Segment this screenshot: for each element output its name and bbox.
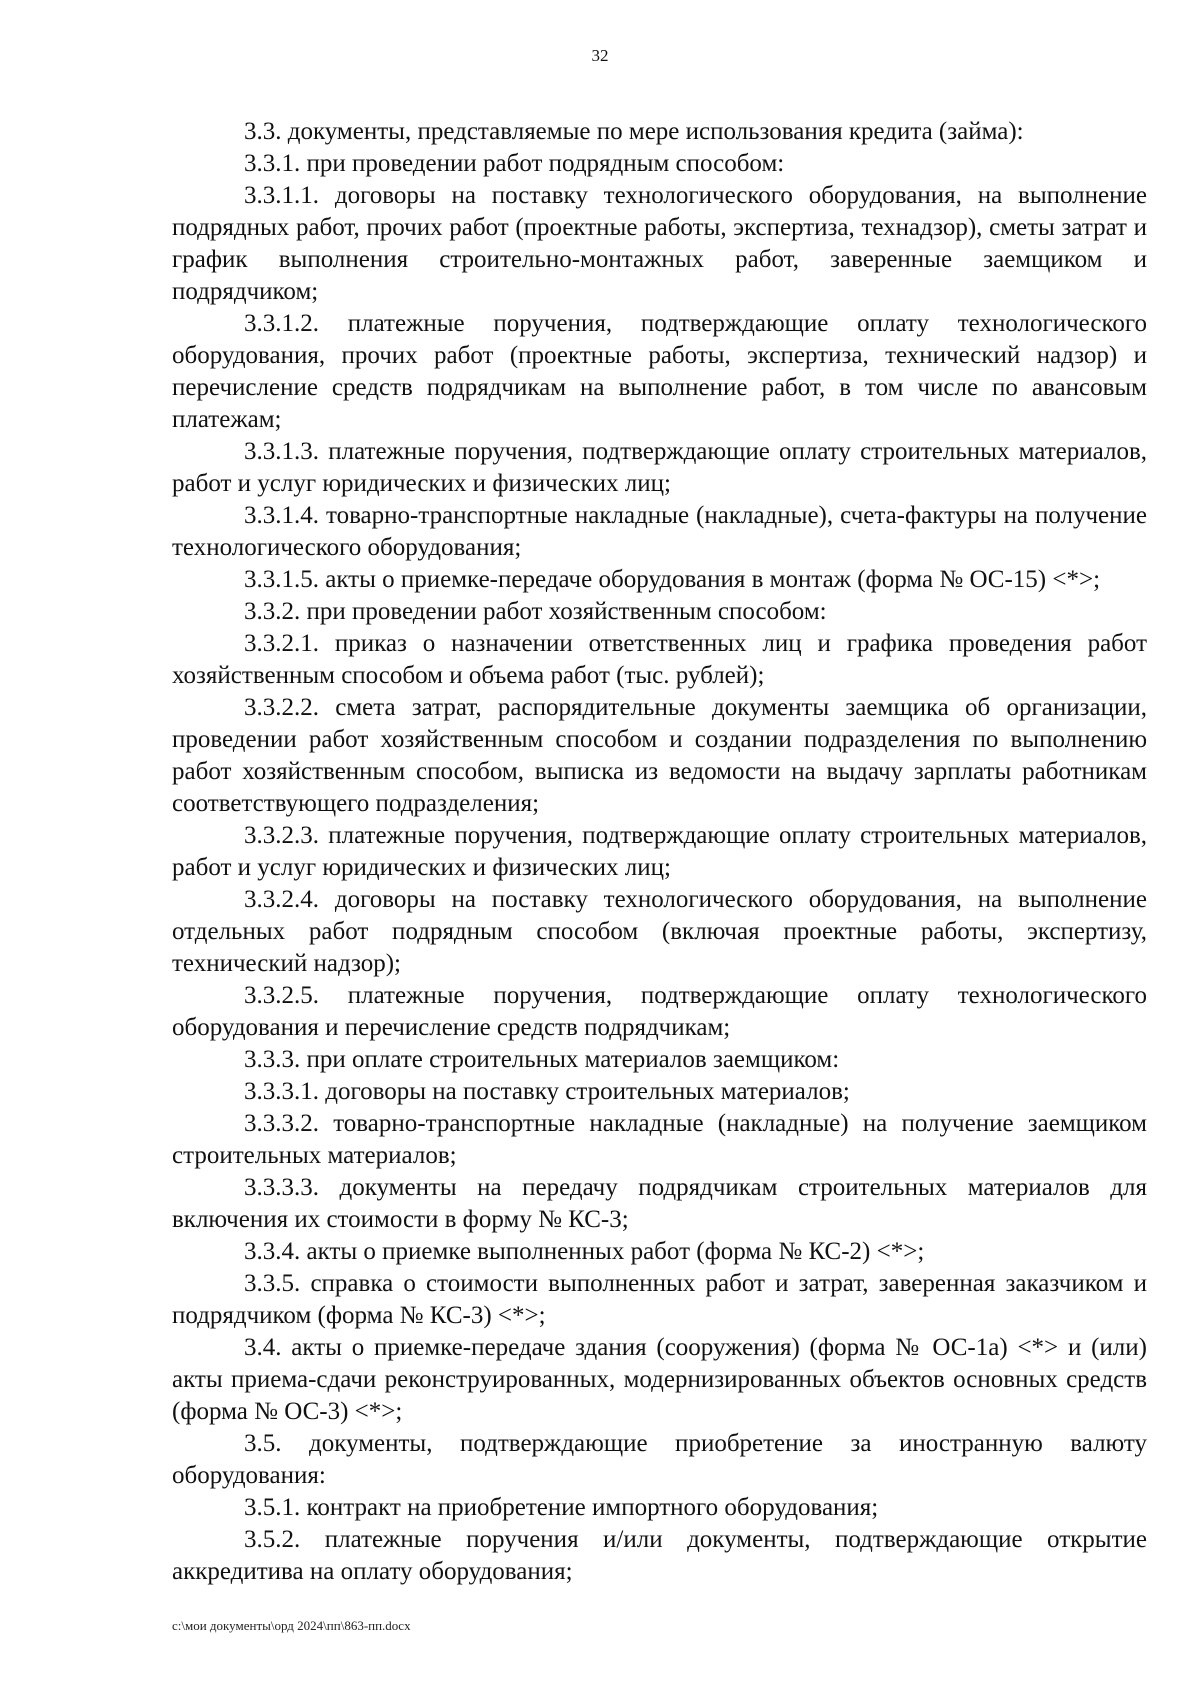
page-number: 32 xyxy=(591,46,609,65)
paragraph: 3.3.1.3. платежные поручения, подтверждающие оплату строительных материалов, работ и услуг юридических и физических лиц; xyxy=(172,438,1147,497)
paragraph: 3.3.2.5. платежные поручения, подтверждающие оплату технологического оборудования и перечисление средств подрядчикам; xyxy=(172,982,1147,1041)
paragraph: 3.4. акты о приемке-передаче здания (сооружения) (форма № ОС-1а) <*> и (или) акты приема-сдачи реконструированных, модернизированных объектов основных средств (форма № ОС-3) <*>; xyxy=(172,1334,1147,1425)
paragraph: 3.3.2. при проведении работ хозяйственным способом: xyxy=(244,598,827,625)
paragraph: 3.3.2.3. платежные поручения, подтверждающие оплату строительных материалов, работ и услуг юридических и физических лиц; xyxy=(172,822,1147,881)
paragraph: 3.3. документы, представляемые по мере использования кредита (займа): xyxy=(244,118,1024,145)
footer-file-path: c:\мои документы\орд 2024\пп\863-пп.docx xyxy=(172,1618,411,1633)
paragraph: 3.3.5. справка о стоимости выполненных работ и затрат, заверенная заказчиком и подрядчиком (форма № КС-3) <*>; xyxy=(172,1270,1147,1329)
paragraph: 3.3.1.1. договоры на поставку технологического оборудования, на выполнение подрядных работ, прочих работ (проектные работы, экспертиза, технадзор), сметы затрат и график выполнения строительно-монтажных работ, заверенные заемщиком и подрядчиком; xyxy=(172,182,1147,305)
paragraph: 3.3.2.1. приказ о назначении ответственных лиц и графика проведения работ хозяйственным способом и объема работ (тыс. рублей); xyxy=(172,630,1147,689)
paragraph: 3.3.1.2. платежные поручения, подтверждающие оплату технологического оборудования, прочих работ (проектные работы, экспертиза, технический надзор) и перечисление средств подрядчикам на выполнение работ, в том числе по авансовым платежам; xyxy=(172,310,1147,433)
paragraph: 3.5.1. контракт на приобретение импортного оборудования; xyxy=(244,1494,879,1521)
paragraph: 3.3.1. при проведении работ подрядным способом: xyxy=(244,150,785,177)
paragraph: 3.5.2. платежные поручения и/или документы, подтверждающие открытие аккредитива на оплату оборудования; xyxy=(172,1526,1147,1585)
paragraph: 3.3.2.2. смета затрат, распорядительные документы заемщика об организации, проведении работ хозяйственным способом и создании подразделения по выполнению работ хозяйственным способом, выписка из ведомости на выдачу зарплаты работникам соответствующего подразделения; xyxy=(172,694,1147,817)
paragraph: 3.3.4. акты о приемке выполненных работ (форма № КС-2) <*>; xyxy=(244,1238,925,1265)
paragraph: 3.3.1.5. акты о приемке-передаче оборудования в монтаж (форма № ОС-15) <*>; xyxy=(244,566,1101,593)
paragraph: 3.5. документы, подтверждающие приобретение за иностранную валюту оборудования: xyxy=(172,1430,1147,1489)
paragraph: 3.3.1.4. товарно-транспортные накладные (накладные), счета-фактуры на получение технологического оборудования; xyxy=(172,502,1147,561)
paragraph: 3.3.3.2. товарно-транспортные накладные (накладные) на получение заемщиком строительных материалов; xyxy=(172,1110,1147,1169)
paragraph: 3.3.3.1. договоры на поставку строительных материалов; xyxy=(244,1078,850,1105)
paragraph: 3.3.3. при оплате строительных материалов заемщиком: xyxy=(244,1046,840,1073)
paragraph: 3.3.2.4. договоры на поставку технологического оборудования, на выполнение отдельных работ подрядным способом (включая проектные работы, экспертизу, технический надзор); xyxy=(172,886,1147,977)
paragraph: 3.3.3.3. документы на передачу подрядчикам строительных материалов для включения их стоимости в форму № КС-3; xyxy=(172,1174,1147,1233)
document-body xyxy=(172,116,1147,1588)
